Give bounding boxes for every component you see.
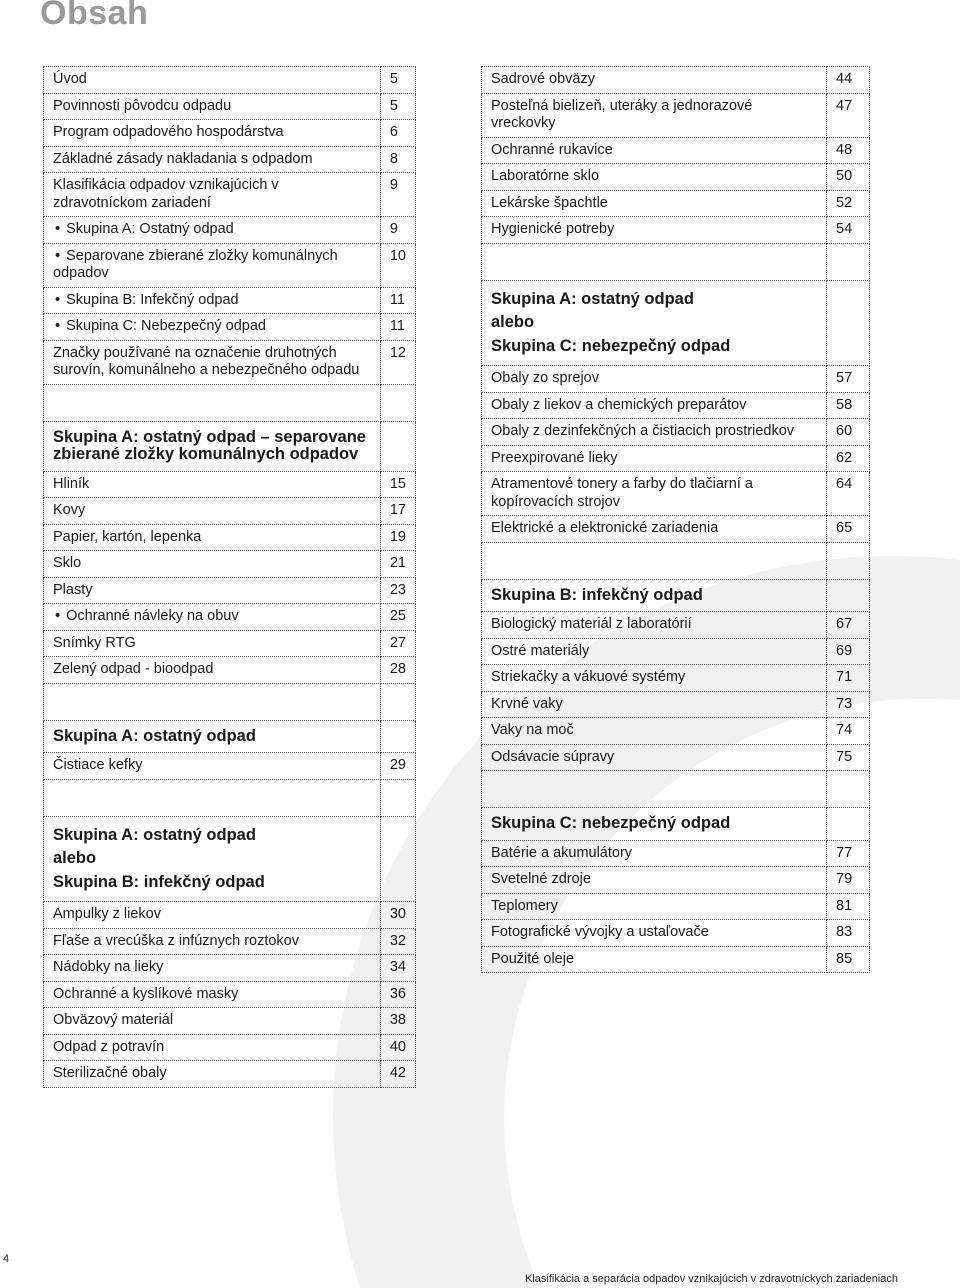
toc-entry-page: 9 (380, 173, 415, 217)
toc-entry[interactable] (482, 93, 870, 137)
toc-entry-page: 85 (827, 946, 870, 973)
toc-entry[interactable] (482, 867, 870, 894)
toc-entry-page: 23 (380, 577, 415, 604)
toc-entry-page: 40 (380, 1034, 415, 1061)
toc-entry-label: Vaky na moč (482, 718, 827, 745)
section-heading-line: Skupina A: ostatný odpad (53, 825, 256, 844)
toc-entry-label: Fotografické vývojky a ustaľovače (482, 920, 827, 947)
toc-entry[interactable] (482, 893, 870, 920)
toc-entry[interactable] (482, 217, 870, 244)
section-heading-text: Skupina A: ostatný odpad – separovane zbierané zložky komunálnych odpadov (44, 421, 381, 471)
toc-entry-page: 10 (380, 243, 415, 287)
toc-entry-page: 36 (380, 981, 415, 1008)
toc-entry-page: 52 (827, 190, 870, 217)
toc-entry[interactable] (44, 657, 416, 684)
toc-entry[interactable] (44, 955, 416, 982)
toc-entry[interactable] (44, 314, 416, 341)
toc-entry-label: Odsávacie súpravy (482, 744, 827, 771)
toc-entry[interactable] (44, 93, 416, 120)
toc-entry-page: 17 (380, 498, 415, 525)
toc-entry-page: 19 (380, 524, 415, 551)
toc-entry-label: Preexpirované lieky (482, 445, 827, 472)
toc-entry-label: Ochranné a kyslíkové masky (44, 981, 381, 1008)
toc-entry-label: Úvod (44, 67, 381, 94)
toc-entry-page: 74 (827, 718, 870, 745)
toc-entry[interactable] (482, 445, 870, 472)
toc-entry-label: Nádobky na lieky (44, 955, 381, 982)
toc-entry[interactable] (482, 744, 870, 771)
toc-right-column (481, 66, 870, 973)
toc-entry-label: Teplomery (482, 893, 827, 920)
section-heading-line: Skupina B: infekčný odpad (53, 872, 265, 891)
toc-entry-label: Ampulky z liekov (44, 902, 381, 929)
toc-spacer-row (482, 243, 870, 280)
toc-entry-page: 54 (827, 217, 870, 244)
toc-entry-label: Papier, kartón, lepenka (44, 524, 381, 551)
section-heading-line: alebo (53, 849, 97, 867)
toc-entry[interactable] (44, 1061, 416, 1088)
toc-entry[interactable] (44, 340, 416, 384)
toc-entry[interactable] (44, 524, 416, 551)
toc-entry[interactable] (482, 946, 870, 973)
toc-entry[interactable] (44, 551, 416, 578)
toc-entry-label: • Skupina A: Ostatný odpad (44, 217, 381, 244)
toc-entry[interactable] (482, 392, 870, 419)
toc-left-column (43, 66, 416, 1088)
toc-entry[interactable] (44, 243, 416, 287)
toc-entry[interactable] (44, 928, 416, 955)
toc-entry-label: Snímky RTG (44, 630, 381, 657)
toc-entry-page: 71 (827, 665, 870, 692)
toc-entry[interactable] (44, 1008, 416, 1035)
section-heading-text: Skupina B: infekčný odpad (482, 579, 827, 612)
toc-entry-label: Atramentové tonery a farby do tlačiarní a kopírovacích strojov (482, 472, 827, 516)
toc-entry-page: 6 (380, 120, 415, 147)
section-heading-text: Skupina A: ostatný odpad (44, 720, 381, 753)
toc-entry-page: 69 (827, 638, 870, 665)
toc-entry-label: Ostré materiály (482, 638, 827, 665)
toc-entry[interactable] (482, 638, 870, 665)
toc-entry[interactable] (482, 516, 870, 543)
toc-entry-label: Obaly z liekov a chemických preparátov (482, 392, 827, 419)
toc-entry-label: Sterilizačné obaly (44, 1061, 381, 1088)
toc-entry[interactable] (44, 498, 416, 525)
footer-title: Klasifikácia a separácia odpadov vznikajúcich v zdravotníckych zariadeniach (525, 1273, 898, 1285)
toc-entry-page: 29 (380, 753, 415, 780)
toc-entry-page: 42 (380, 1061, 415, 1088)
toc-entry[interactable] (482, 612, 870, 639)
toc-entry-page: 62 (827, 445, 870, 472)
toc-entry[interactable] (44, 981, 416, 1008)
toc-section-heading (482, 280, 870, 366)
toc-entry-label: Povinnosti pôvodcu odpadu (44, 93, 381, 120)
toc-entry-page: 8 (380, 146, 415, 173)
toc-entry[interactable] (44, 577, 416, 604)
toc-entry-label: Batérie a akumulátory (482, 840, 827, 867)
toc-entry-label: Sadrové obväzy (482, 67, 827, 94)
toc-spacer-row (482, 771, 870, 808)
toc-entry-page: 38 (380, 1008, 415, 1035)
toc-entry[interactable] (44, 604, 416, 631)
toc-entry-label: • Skupina C: Nebezpečný odpad (44, 314, 381, 341)
toc-entry[interactable] (44, 173, 416, 217)
toc-entry-page: 5 (380, 93, 415, 120)
toc-entry-label: Posteľná bielizeň, uteráky a jednorazové vreckovky (482, 93, 827, 137)
toc-entry[interactable] (482, 840, 870, 867)
toc-entry-label: • Ochranné návleky na obuv (44, 604, 381, 631)
toc-entry-label: Odpad z potravín (44, 1034, 381, 1061)
page-title: Obsah (40, 0, 149, 32)
toc-entry[interactable] (44, 753, 416, 780)
toc-entry-label: Sklo (44, 551, 381, 578)
toc-entry-label: Svetelné zdroje (482, 867, 827, 894)
toc-section-heading (44, 720, 416, 753)
toc-entry-page: 27 (380, 630, 415, 657)
toc-entry-page: 28 (380, 657, 415, 684)
toc-entry-label: Obaly z dezinfekčných a čistiacich prostriedkov (482, 419, 827, 446)
toc-entry[interactable] (482, 419, 870, 446)
toc-entry-page: 11 (380, 314, 415, 341)
toc-entry-page: 83 (827, 920, 870, 947)
toc-section-heading (482, 579, 870, 612)
toc-entry[interactable] (482, 190, 870, 217)
toc-entry-label: Značky používané na označenie druhotných surovín, komunálneho a nebezpečného odpadu (44, 340, 381, 384)
toc-entry[interactable] (482, 920, 870, 947)
toc-entry-label: • Skupina B: Infekčný odpad (44, 287, 381, 314)
toc-entry-label: Použité oleje (482, 946, 827, 973)
toc-entry-label: Obaly zo sprejov (482, 366, 827, 393)
section-heading-text (44, 816, 381, 902)
toc-entry[interactable] (482, 665, 870, 692)
toc-entry-page: 11 (380, 287, 415, 314)
toc-spacer-row (44, 779, 416, 816)
toc-entry[interactable] (44, 1034, 416, 1061)
toc-entry[interactable] (44, 287, 416, 314)
toc-entry-page: 48 (827, 137, 870, 164)
toc-entry-label: Laboratórne sklo (482, 164, 827, 191)
toc-entry-page: 44 (827, 67, 870, 94)
toc-entry[interactable] (482, 718, 870, 745)
toc-entry-label: Zelený odpad - bioodpad (44, 657, 381, 684)
toc-entry-label: Základné zásady nakladania s odpadom (44, 146, 381, 173)
toc-entry-label: Biologický materiál z laboratórií (482, 612, 827, 639)
toc-entry[interactable] (482, 691, 870, 718)
toc-entry[interactable] (482, 472, 870, 516)
section-heading-line: Skupina C: nebezpečný odpad (491, 336, 731, 355)
toc-entry-label: Hygienické potreby (482, 217, 827, 244)
toc-entry-label: Čistiace kefky (44, 753, 381, 780)
section-heading-line: alebo (491, 313, 535, 331)
toc-entry-label: Striekačky a vákuové systémy (482, 665, 827, 692)
toc-entry[interactable] (44, 67, 416, 94)
toc-entry-page: 79 (827, 867, 870, 894)
toc-entry-label: Program odpadového hospodárstva (44, 120, 381, 147)
page-number: 4 (3, 1253, 10, 1265)
toc-entry-page: 15 (380, 471, 415, 498)
toc-entry-label: Hliník (44, 471, 381, 498)
toc-section-heading (482, 808, 870, 841)
toc-entry-label: Obväzový materiál (44, 1008, 381, 1035)
toc-entry-label: Ochranné rukavice (482, 137, 827, 164)
toc-spacer-row (482, 542, 870, 579)
toc-entry[interactable] (482, 137, 870, 164)
toc-entry-page: 9 (380, 217, 415, 244)
toc-spacer-row (44, 384, 416, 421)
section-heading-text: Skupina C: nebezpečný odpad (482, 808, 827, 841)
toc-entry-page: 65 (827, 516, 870, 543)
toc-entry-page: 34 (380, 955, 415, 982)
toc-entry-page: 60 (827, 419, 870, 446)
toc-entry[interactable] (482, 164, 870, 191)
toc-entry-page: 50 (827, 164, 870, 191)
toc-entry-label: Fľaše a vrecúška z infúznych roztokov (44, 928, 381, 955)
toc-entry-label: Plasty (44, 577, 381, 604)
toc-entry-page: 47 (827, 93, 870, 137)
toc-entry-page: 25 (380, 604, 415, 631)
toc-entry-page: 30 (380, 902, 415, 929)
toc-entry-label: • Separovane zbierané zložky komunálnych odpadov (44, 243, 381, 287)
toc-entry[interactable] (44, 902, 416, 929)
toc-entry-page: 75 (827, 744, 870, 771)
toc-entry[interactable] (482, 366, 870, 393)
toc-entry-page: 58 (827, 392, 870, 419)
section-heading-line: Skupina A: ostatný odpad (491, 289, 694, 308)
toc-entry[interactable] (44, 146, 416, 173)
toc-entry[interactable] (44, 120, 416, 147)
toc-entry-page: 32 (380, 928, 415, 955)
toc-entry-label: Elektrické a elektronické zariadenia (482, 516, 827, 543)
toc-spacer-row (44, 683, 416, 720)
toc-entry-page: 21 (380, 551, 415, 578)
toc-entry-label: Klasifikácia odpadov vznikajúcich v zdravotníckom zariadení (44, 173, 381, 217)
toc-entry-page: 64 (827, 472, 870, 516)
section-heading-text (482, 280, 827, 366)
toc-entry-label: Krvné vaky (482, 691, 827, 718)
toc-entry-label: Lekárske špachtle (482, 190, 827, 217)
toc-entry[interactable] (44, 630, 416, 657)
toc-section-heading (44, 816, 416, 902)
toc-entry-page: 67 (827, 612, 870, 639)
toc-entry-page: 12 (380, 340, 415, 384)
toc-entry[interactable] (44, 217, 416, 244)
toc-section-heading (44, 421, 416, 471)
toc-entry[interactable] (482, 67, 870, 94)
toc-entry-page: 77 (827, 840, 870, 867)
toc-entry[interactable] (44, 471, 416, 498)
toc-entry-page: 73 (827, 691, 870, 718)
toc-entry-label: Kovy (44, 498, 381, 525)
toc-entry-page: 81 (827, 893, 870, 920)
toc-entry-page: 5 (380, 67, 415, 94)
toc-entry-page: 57 (827, 366, 870, 393)
